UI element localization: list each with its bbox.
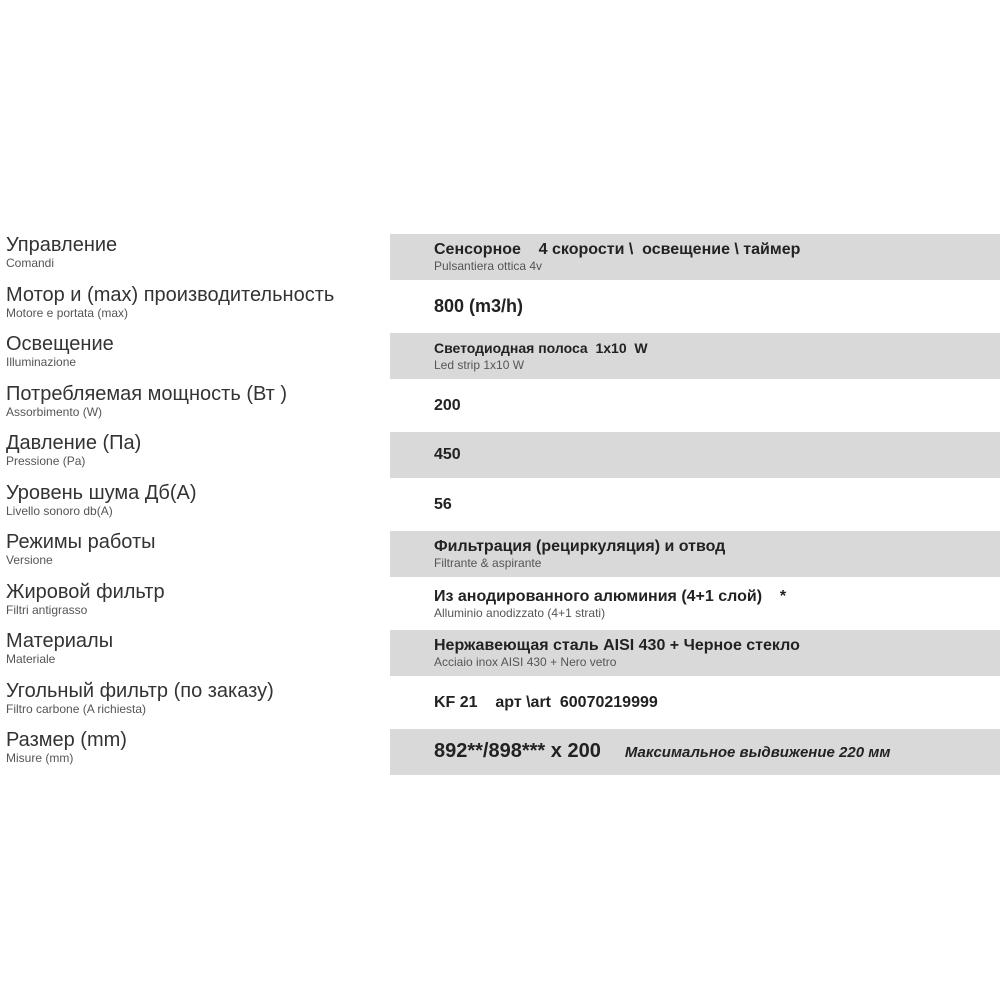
- spec-label-ru: Давление (Па): [6, 432, 142, 454]
- spec-label: [0, 579, 390, 629]
- spec-value-cell: [390, 581, 1000, 627]
- spec-label-it: Assorbimento (W): [6, 404, 103, 419]
- spec-row: [0, 232, 1000, 282]
- spec-value-cell: [390, 333, 1000, 379]
- spec-value: KF 21 арт \art 60070219999: [434, 693, 658, 711]
- spec-value-sub: Led strip 1x10 W: [434, 358, 525, 373]
- spec-label-ru: Материалы: [6, 630, 114, 652]
- spec-value: Светодиодная полоса 1x10 W: [434, 340, 648, 357]
- spec-label: [0, 480, 390, 530]
- spec-value-cell: [390, 284, 1000, 330]
- spec-row: [0, 381, 1000, 431]
- spec-label: [0, 678, 390, 728]
- spec-row: [0, 678, 1000, 728]
- spec-label-it: Versione: [6, 553, 53, 567]
- spec-row: [0, 331, 1000, 381]
- spec-label: [0, 381, 390, 431]
- spec-label-ru: Режимы работы: [6, 531, 156, 553]
- spec-label-ru: Потребляемая мощность (Вт ): [6, 382, 288, 405]
- size-value: 892**/898*** x 200: [434, 740, 601, 763]
- spec-row: [0, 529, 1000, 579]
- spec-label: [0, 331, 390, 381]
- spec-rows: [0, 232, 1000, 727]
- spec-label-it: Filtro carbone (A richiesta): [6, 701, 147, 716]
- spec-label-ru: Освещение: [6, 333, 114, 355]
- spec-label-ru: Управление: [6, 234, 118, 256]
- spec-value: Нержавеющая сталь AISI 430 + Черное стекло: [434, 637, 800, 655]
- spec-row: [0, 282, 1000, 332]
- spec-label-it: Livello sonoro db(A): [6, 503, 113, 518]
- spec-value-sub: Acciaio inox AISI 430 + Nero vetro: [434, 655, 617, 670]
- spec-label-it: Illuminazione: [6, 355, 77, 369]
- spec-label-it: Materiale: [6, 652, 56, 666]
- spec-label-ru: Мотор и (max) производительность: [6, 283, 335, 306]
- spec-label: [0, 727, 390, 777]
- spec-row: [0, 628, 1000, 678]
- spec-label: [0, 430, 390, 480]
- spec-value: 450: [434, 446, 461, 464]
- spec-label-ru: Угольный фильтр (по заказу): [6, 679, 274, 702]
- spec-row: [0, 430, 1000, 480]
- spec-label: [0, 232, 390, 282]
- spec-label-ru: Жировой фильтр: [6, 580, 165, 603]
- spec-label-it: Filtri antigrasso: [6, 602, 88, 617]
- spec-value-cell: [390, 234, 1000, 280]
- spec-label-it: Motore e portata (max): [6, 305, 129, 320]
- spec-value-cell: [390, 482, 1000, 528]
- spec-value: 200: [434, 396, 461, 414]
- spec-value: 56: [434, 495, 452, 513]
- spec-label-it: Misure (mm): [6, 751, 74, 765]
- spec-row-size: [0, 727, 1000, 777]
- spec-value-sub: Alluminio anodizzato (4+1 strati): [434, 605, 606, 620]
- spec-label-it: Pressione (Pa): [6, 454, 86, 468]
- spec-value: Сенсорное 4 скорости \ освещение \ таймер: [434, 241, 801, 259]
- spec-row: [0, 579, 1000, 629]
- spec-value-sub: Pulsantiera ottica 4v: [434, 259, 543, 274]
- spec-value-cell: [390, 383, 1000, 429]
- spec-value-cell: [390, 630, 1000, 676]
- size-line: [434, 740, 1000, 763]
- size-note: Максимальное выдвижение 220 мм: [624, 744, 891, 762]
- spec-label: [0, 628, 390, 678]
- spec-value: 800 (m3/h): [434, 295, 524, 316]
- spec-value: Из анодированного алюминия (4+1 слой) *: [434, 587, 787, 605]
- spec-label-it: Comandi: [6, 256, 55, 270]
- spec-value: Фильтрация (рециркуляция) и отвод: [434, 538, 726, 556]
- spec-row: [0, 480, 1000, 530]
- spec-value-cell: [390, 432, 1000, 478]
- spec-value-sub: Filtrante & aspirante: [434, 556, 542, 571]
- spec-label-ru: Уровень шума Дб(А): [6, 481, 197, 504]
- spec-value-cell: [390, 531, 1000, 577]
- spec-value-cell: [390, 729, 1000, 775]
- spec-label: [0, 282, 390, 332]
- spec-table: [0, 232, 1000, 777]
- spec-label-ru: Размер (mm): [6, 729, 127, 751]
- spec-value-cell: [390, 680, 1000, 726]
- spec-label: [0, 529, 390, 579]
